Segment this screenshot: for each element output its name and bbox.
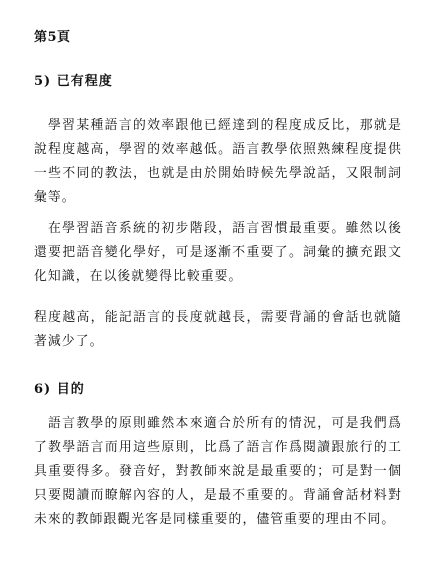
section-heading-purpose: 6) 目的 bbox=[34, 382, 85, 397]
paragraph-memorization: 程度越高，能記語言的長度就越長，需要背誦的會話也就隨著減少了。 bbox=[34, 310, 402, 349]
paragraph-efficiency: 學習某種語言的效率跟他已經達到的程度成反比，那就是說程度越高，學習的效率越低。語言教學依照熟練程度提供一些不同的教法，也就是由於開始時候先學說話，又限制詞彙等。 bbox=[34, 118, 402, 205]
paragraph-teaching-principles: 語言教學的原則雖然本來適合於所有的情況，可是我們爲了教學語言而用這些原則，比爲了語言作爲閱讀跟旅行的工具重要得多。發音好，對教師來說是最重要的；可是對一個只要閱讀而瞭解內容的人，是最不重要的。背誦會話材料對未來的教師跟觀光客是同樣重要的，儘管重要的理由不同。 bbox=[34, 416, 402, 527]
section-heading-prior-level: 5) 已有程度 bbox=[34, 74, 113, 89]
page-number-header: 第5頁 bbox=[34, 30, 71, 45]
paragraph-phonetics: 在學習語音系統的初步階段，語言習慣最重要。雖然以後還要把語音變化學好，可是逐漸不重要了。詞彙的擴充跟文化知識，在以後就變得比較重要。 bbox=[34, 221, 402, 284]
